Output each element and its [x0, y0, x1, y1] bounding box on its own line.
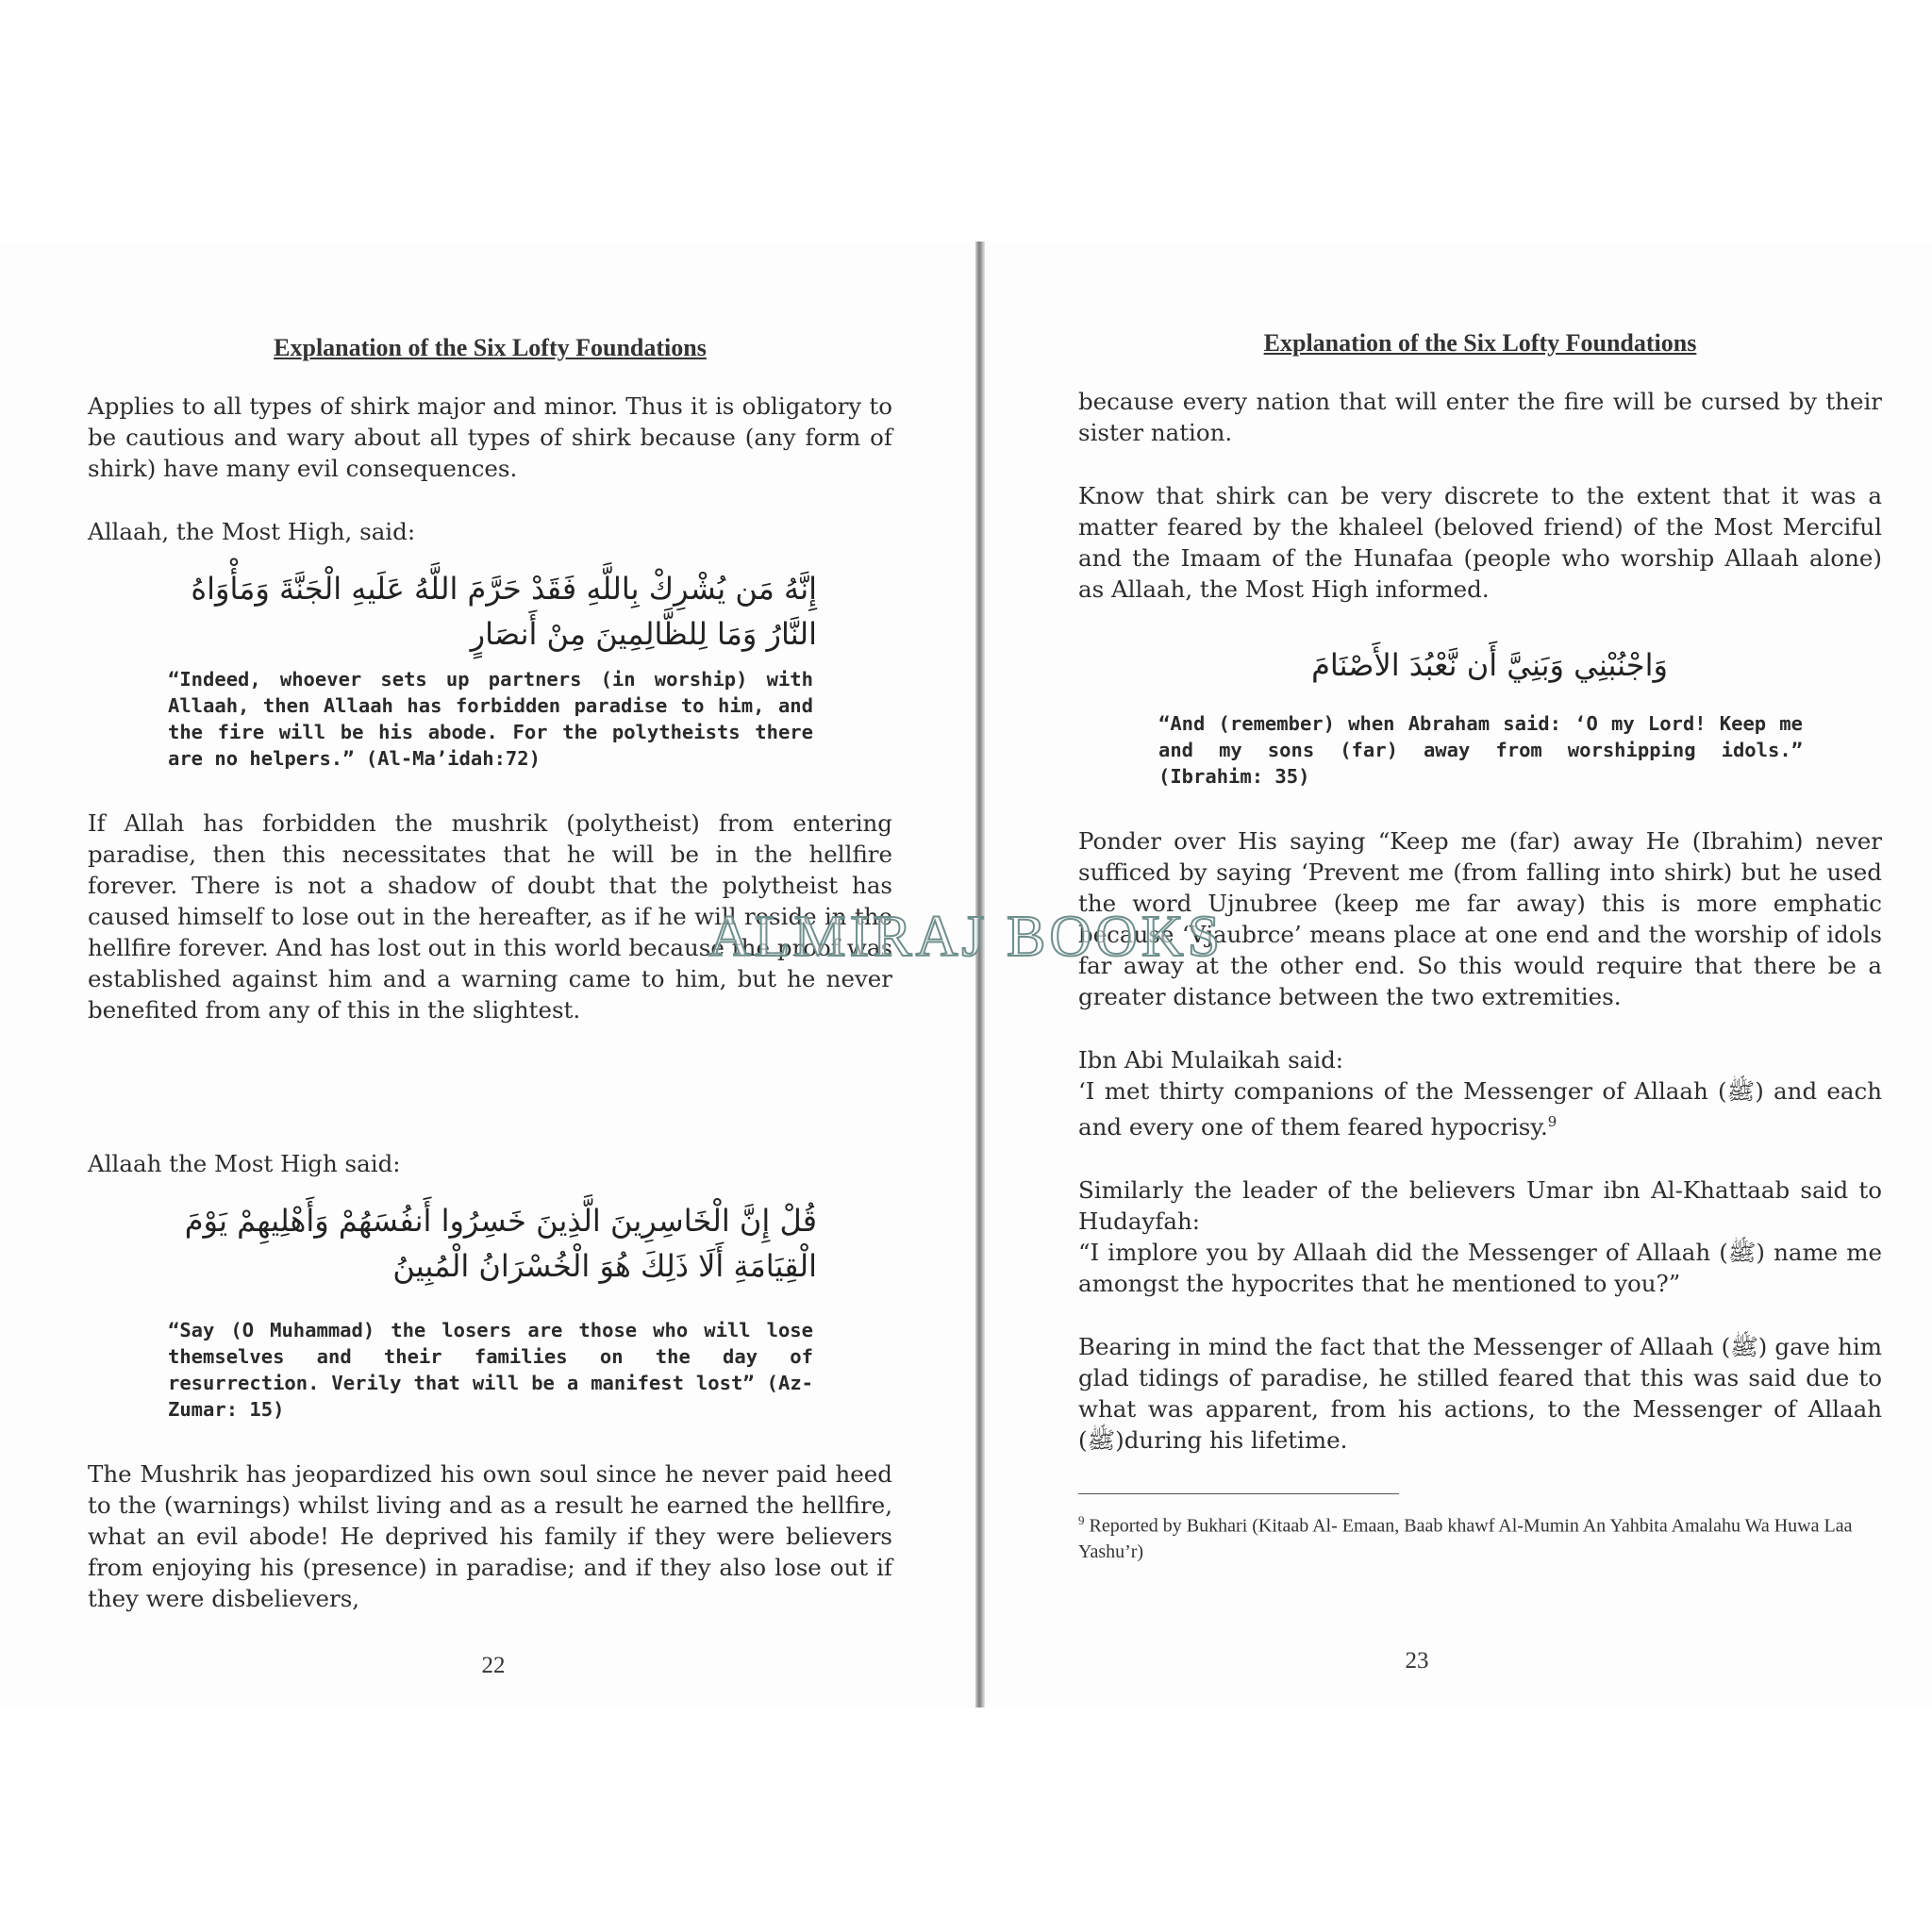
watermark: ALMIRAJ BOOKS [708, 905, 1224, 969]
page-number: 22 [481, 1653, 506, 1678]
running-head: Explanation of the Six Lofty Foundations [274, 334, 707, 361]
quote-intro: Similarly the leader of the believers Umar ibn Al-Khattaab said to Hudayfah: [1078, 1176, 1882, 1236]
arabic-verse: إِنَّهُ مَن يُشْرِكْ بِاللَّهِ فَقَدْ حَرَّمَ اللَّهُ عَلَيهِ الْجَنَّةَ وَمَأْوَاهُ النَّارُ وَمَا لِلظَّالِمِينَ مِنْ أَنصَارٍ [191, 571, 817, 652]
verse-translation: “Indeed, whoever sets up partners (in worship) with Allaah, then Allaah has forbidden paradise to him, and the fire will be his abode. For the polytheists there are no helpers.” (Al-Ma’idah:72) [168, 668, 813, 770]
footnote-text: Reported by Bukhari (Kitaab Al- Emaan, Baab khawf Al-Mumin An Yahbita Amalahu Wa Huwa Laa Yashu’r) [1078, 1515, 1853, 1562]
paragraph: If Allah has forbidden the mushrik (polytheist) from entering paradise, then this necessitates that he will be in the hellfire forever. There is not a shadow of doubt that the polytheist has caused himself to lose out in the hereafter, as if he will reside in the hellfire forever. And has lost out in this world because the proof was established against him and a warning came to him, but he never benefited from any of this in the slightest. [88, 809, 892, 1024]
verse-intro: Allaah, the Most High, said: [88, 518, 416, 545]
verse-translation: “Say (O Muhammad) the losers are those who will lose themselves and their families on the day of resurrection. Verily that will be a manifest lost” (Az-Zumar: 15) [168, 1319, 813, 1421]
paragraph: The Mushrik has jeopardized his own soul since he never paid heed to the (warnings) whilst living and as a result he earned the hellfire, what an evil abode! He deprived his family if they were believers from enjoying his (presence) in paradise; and if they also lose out if they were disbelievers, [88, 1460, 892, 1612]
footnote-divider [1078, 1493, 1399, 1494]
quote-intro: Ibn Abi Mulaikah said: [1078, 1046, 1344, 1074]
verse-translation: “And (remember) when Abraham said: ‘O my Lord! Keep me and my sons (far) away from worshipping idols.” (Ibrahim: 35) [1158, 712, 1803, 788]
quote-text: “I implore you by Allaah did the Messenger of Allaah (ﷺ) name me amongst the hypocrites that he mentioned to you?” [1078, 1239, 1882, 1298]
verse-intro: Allaah the Most High said: [88, 1150, 401, 1177]
paragraph: Know that shirk can be very discrete to the extent that it was a matter feared by the khaleel (beloved friend) of the Most Merciful and the Imaam of the Hunafaa (people who worship Allaah alone) as Allaah, the Most High informed. [1078, 482, 1882, 603]
left-page-content [88, 334, 892, 1646]
left-page [0, 242, 975, 1707]
book-gutter [975, 242, 985, 1707]
running-head: Explanation of the Six Lofty Foundations [1263, 329, 1697, 357]
arabic-verse: وَاجْنُبْنِي وَبَنِيَّ أَن نَّعْبُدَ الأَصْنَامَ [1311, 647, 1668, 683]
footnote-reference: 9 [1547, 1113, 1557, 1130]
footnote-number: 9 [1078, 1513, 1085, 1528]
book-spread [0, 242, 1932, 1707]
quote-paragraph [1078, 1174, 1882, 1299]
paragraph: Applies to all types of shirk major and minor. Thus it is obligatory to be cautious and wary about all types of shirk because (any form of shirk) have many evil consequences. [88, 392, 892, 482]
right-page [985, 242, 1932, 1707]
paragraph: Bearing in mind the fact that the Messenger of Allaah (ﷺ) gave him glad tidings of paradise, he stilled feared that this was said due to what was apparent, from his actions, to the Messenger of Allaah (ﷺ)during his lifetime. [1078, 1333, 1882, 1455]
paragraph: because every nation that will enter the fire will be cursed by their sister nation. [1078, 388, 1882, 446]
quote-text: ‘I met thirty companions of the Messenger of Allaah (ﷺ) and each and every one of them feared hypocrisy. [1078, 1077, 1883, 1141]
quote-paragraph [1078, 1044, 1882, 1142]
page-number: 23 [1405, 1648, 1429, 1674]
paragraph: Ponder over His saying “Keep me (far) away He (Ibrahim) never sufficed by saying ‘Prevent me (from falling into shirk) but he used the word Ujnubree (keep me far away) this is more emphatic because ‘Vjaubrce’ means place at one end and the worship of idols far away at the other end. So this would require that there be a greater distance between the two extremities. [1078, 827, 1882, 1010]
arabic-verse: قُلْ إِنَّ الْخَاسِرِينَ الَّذِينَ خَسِرُوا أَنفُسَهُمْ وَأَهْلِيهِمْ يَوْمَ الْقِيَامَةِ أَلَا ذَلِكَ هُوَ الْخُسْرَانُ الْمُبِينُ [184, 1203, 817, 1284]
footnote [1078, 1507, 1882, 1565]
right-page-content [1078, 329, 1882, 1565]
